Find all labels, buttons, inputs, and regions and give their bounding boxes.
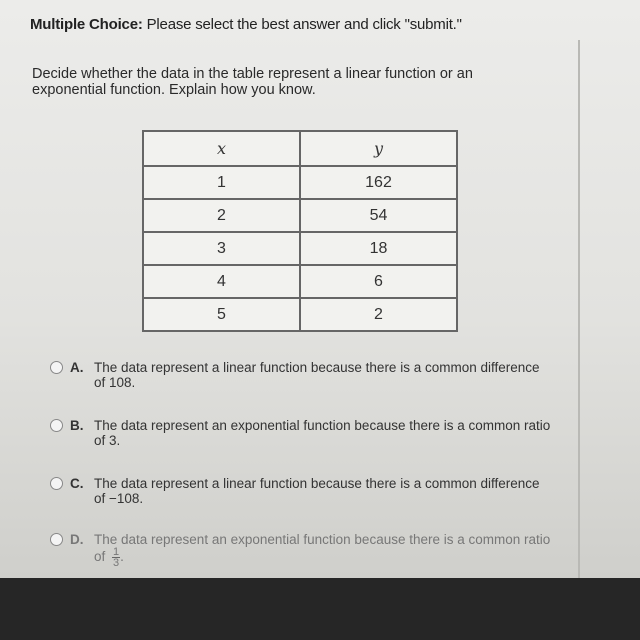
fraction-denominator: 3 [113, 557, 120, 569]
question-text: Decide whether the data in the table represent a linear function or an exponential function. Explain how you know. [32, 66, 473, 98]
column-header-y: y [300, 131, 457, 166]
table-row [143, 298, 457, 331]
header [30, 16, 462, 33]
table-cell: 4 [143, 265, 300, 298]
header-instruction: Please select the best answer and click "submit." [142, 16, 462, 33]
table-cell: 54 [300, 199, 457, 232]
data-table [142, 130, 458, 332]
table-cell: 2 [300, 298, 457, 331]
radio-b[interactable] [50, 419, 63, 432]
radio-c[interactable] [50, 477, 63, 490]
option-d-text: The data represent an exponential function because there is a common ratio of [94, 532, 551, 565]
option-c-letter: C. [70, 476, 84, 491]
option-d-text-wrap [94, 532, 554, 568]
option-b-text: The data represent an exponential function because there is a common ratio of 3. [94, 418, 551, 448]
header-label: Multiple Choice: [30, 16, 143, 33]
table-cell: 5 [143, 298, 300, 331]
table-cell: 6 [300, 265, 457, 298]
column-header-x: x [143, 131, 300, 166]
option-c-text: The data represent a linear function because there is a common difference of −108. [94, 476, 540, 506]
monitor-bezel [0, 578, 640, 640]
table-cell: 3 [143, 232, 300, 265]
option-d-fraction [112, 547, 120, 568]
option-a-text: The data represent a linear function because there is a common difference of 108. [94, 360, 540, 390]
option-a-letter: A. [70, 360, 84, 375]
table-cell: 1 [143, 166, 300, 199]
option-d-suffix: . [120, 549, 124, 565]
option-d-letter: D. [70, 532, 84, 547]
table-row [143, 166, 457, 199]
table-row [143, 199, 457, 232]
radio-d[interactable] [50, 533, 63, 546]
table-row [143, 232, 457, 265]
table-cell: 2 [143, 199, 300, 232]
fraction-numerator: 1 [113, 546, 120, 558]
option-b-letter: B. [70, 418, 84, 433]
page-edge-divider [578, 40, 580, 578]
table-cell: 162 [300, 166, 457, 199]
table-cell: 18 [300, 232, 457, 265]
radio-a[interactable] [50, 361, 63, 374]
table-row [143, 265, 457, 298]
table-header-row [143, 131, 457, 166]
